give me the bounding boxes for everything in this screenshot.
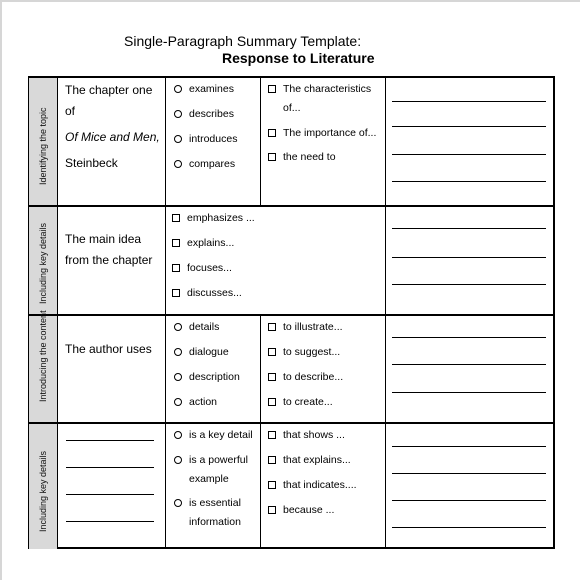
option-radio[interactable] (174, 321, 219, 333)
option-label: The characteristics (283, 83, 372, 95)
writing-line[interactable] (66, 440, 154, 441)
checkbox-icon[interactable] (172, 239, 180, 247)
option-label: to create... (283, 396, 333, 408)
writing-line[interactable] (392, 527, 546, 528)
option-checkbox[interactable] (268, 371, 343, 383)
radio-icon[interactable] (174, 499, 182, 507)
option-label: information (189, 516, 241, 528)
checkbox-icon[interactable] (268, 431, 276, 439)
checkbox-icon[interactable] (172, 264, 180, 272)
radio-icon[interactable] (174, 135, 182, 143)
option-label: that indicates.... (283, 479, 357, 491)
topic-cell (65, 80, 160, 174)
checkbox-icon[interactable] (268, 153, 276, 161)
option-label: description (189, 371, 240, 383)
writing-line[interactable] (392, 392, 546, 393)
option-checkbox[interactable] (268, 321, 343, 333)
column-divider (260, 316, 261, 549)
writing-line[interactable] (66, 467, 154, 468)
option-checkbox[interactable] (268, 346, 340, 358)
option-radio[interactable] (174, 133, 237, 145)
option-label: example (189, 473, 229, 485)
topic-line-book-title: Of Mice and Men, (65, 130, 160, 144)
option-radio[interactable] (174, 108, 234, 120)
writing-line[interactable] (392, 337, 546, 338)
template-title: Single-Paragraph Summary Template: (124, 33, 362, 49)
option-checkbox[interactable] (172, 237, 234, 249)
side-label-introducing-content: Introducing the content (38, 310, 48, 402)
radio-icon[interactable] (174, 398, 182, 406)
option-label: to suggest... (283, 346, 341, 358)
checkbox-icon[interactable] (172, 289, 180, 297)
option-label: action (189, 396, 218, 408)
option-label: discusses... (187, 287, 242, 299)
column-divider (57, 78, 58, 549)
option-label: compares (189, 158, 236, 170)
checkbox-icon[interactable] (268, 85, 276, 93)
writing-line[interactable] (392, 257, 546, 258)
option-checkbox[interactable] (172, 287, 242, 299)
option-radio[interactable] (174, 83, 234, 95)
row-divider (28, 205, 555, 207)
option-label: dialogue (189, 346, 229, 358)
writing-line[interactable] (392, 228, 546, 229)
option-label: explains... (187, 237, 235, 249)
checkbox-icon[interactable] (268, 323, 276, 331)
option-checkbox[interactable] (268, 151, 336, 163)
checkbox-icon[interactable] (268, 373, 276, 381)
option-checkbox[interactable] (172, 262, 232, 274)
option-label: the need to (283, 151, 336, 163)
topic-line: The author uses (65, 342, 152, 356)
option-radio[interactable] (174, 371, 240, 383)
column-divider (260, 78, 261, 205)
writing-line[interactable] (392, 126, 546, 127)
option-checkbox[interactable] (268, 504, 334, 516)
checkbox-icon[interactable] (268, 456, 276, 464)
option-label: The importance of... (283, 127, 377, 139)
writing-line[interactable] (392, 154, 546, 155)
option-checkbox[interactable] (268, 396, 333, 408)
option-checkbox[interactable] (268, 454, 351, 466)
option-label: emphasizes ... (187, 212, 255, 224)
option-checkbox[interactable] (268, 83, 371, 95)
writing-line[interactable] (392, 500, 546, 501)
option-radio[interactable] (174, 158, 235, 170)
topic-line: from the chapter (65, 253, 153, 267)
option-radio[interactable] (174, 346, 229, 358)
option-radio[interactable] (174, 494, 241, 532)
option-radio[interactable] (174, 451, 248, 489)
checkbox-icon[interactable] (268, 129, 276, 137)
checkbox-icon[interactable] (172, 214, 180, 222)
option-label: is a powerful (189, 454, 248, 466)
option-radio[interactable] (174, 396, 217, 408)
option-label: is essential (189, 497, 241, 509)
topic-line: of (65, 104, 76, 118)
page-edge-left (0, 0, 2, 580)
writing-line[interactable] (392, 446, 546, 447)
writing-line[interactable] (66, 521, 154, 522)
column-divider (165, 78, 166, 549)
template-subtitle: Response to Literature (222, 50, 375, 66)
checkbox-icon[interactable] (268, 348, 276, 356)
option-label: that explains... (283, 454, 351, 466)
radio-icon[interactable] (174, 373, 182, 381)
radio-icon[interactable] (174, 456, 182, 464)
option-continuation (283, 102, 301, 114)
writing-line[interactable] (392, 101, 546, 102)
writing-line[interactable] (392, 284, 546, 285)
option-label: is a key detail (189, 429, 253, 441)
option-label: describes (189, 108, 234, 120)
radio-icon[interactable] (174, 323, 182, 331)
checkbox-icon[interactable] (268, 481, 276, 489)
side-label-identifying-topic: Identifying the topic (38, 107, 48, 185)
side-label-key-details: Including key details (38, 450, 48, 532)
option-label: to illustrate... (283, 321, 343, 333)
page-edge-top (0, 0, 580, 2)
writing-line[interactable] (392, 364, 546, 365)
radio-icon[interactable] (174, 160, 182, 168)
checkbox-icon[interactable] (268, 506, 276, 514)
row-divider (28, 314, 555, 316)
title-block (0, 33, 580, 73)
radio-icon[interactable] (174, 110, 182, 118)
column-divider (385, 78, 386, 549)
option-checkbox[interactable] (268, 429, 345, 441)
option-checkbox[interactable] (268, 479, 357, 491)
option-label: details (189, 321, 220, 333)
radio-icon[interactable] (174, 431, 182, 439)
topic-line: The main idea (65, 232, 142, 246)
option-label: introduces (189, 133, 238, 145)
option-label: to describe... (283, 371, 344, 383)
option-label: that shows ... (283, 429, 345, 441)
option-radio[interactable] (174, 426, 253, 445)
row-divider (28, 422, 555, 424)
option-label: of... (283, 102, 301, 114)
writing-line[interactable] (392, 181, 546, 182)
side-label-key-details: Including key details (38, 222, 48, 304)
topic-cell (65, 339, 152, 360)
option-checkbox[interactable] (268, 127, 376, 139)
radio-icon[interactable] (174, 85, 182, 93)
writing-line[interactable] (66, 494, 154, 495)
option-checkbox[interactable] (172, 212, 255, 224)
option-label: examines (189, 83, 234, 95)
radio-icon[interactable] (174, 348, 182, 356)
topic-line: The chapter one (65, 83, 153, 97)
topic-cell (65, 229, 152, 271)
option-label: because ... (283, 504, 335, 516)
option-label: focuses... (187, 262, 232, 274)
writing-line[interactable] (392, 473, 546, 474)
topic-line: Steinbeck (65, 156, 118, 170)
checkbox-icon[interactable] (268, 398, 276, 406)
